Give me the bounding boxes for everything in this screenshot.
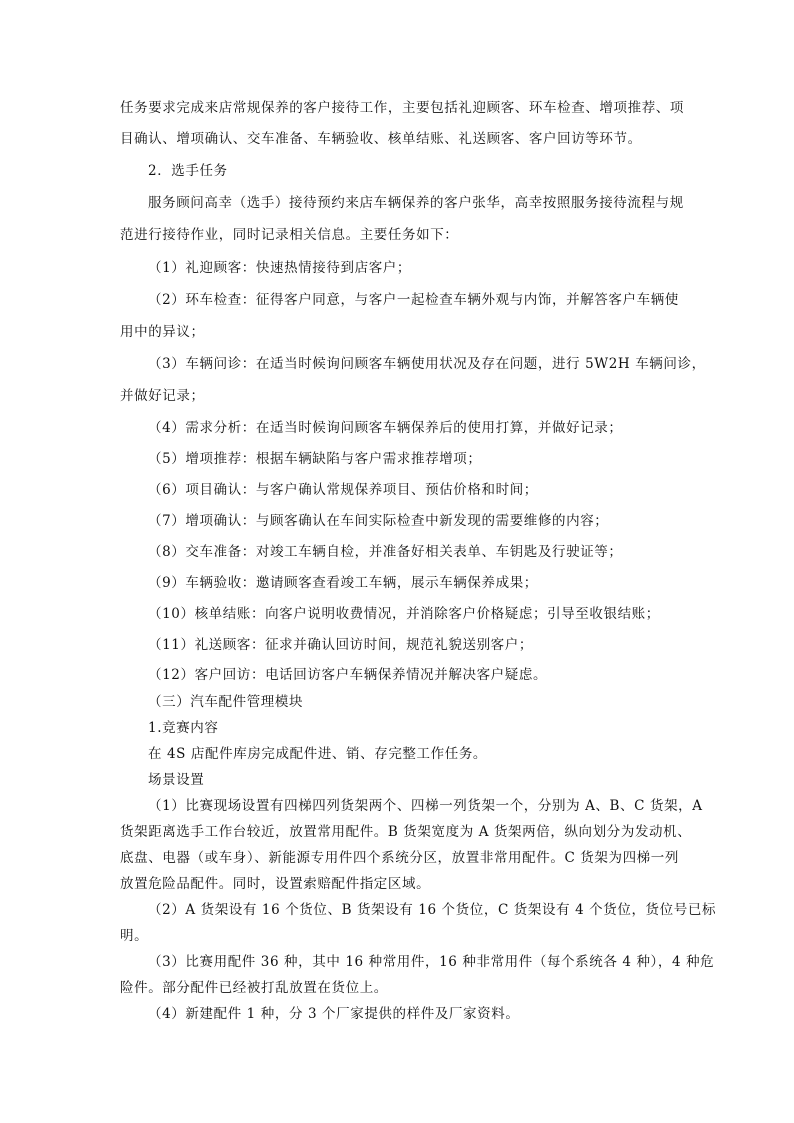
text-line: 范进行接待作业，同时记录相关信息。主要任务如下：: [120, 227, 459, 243]
list-item: （7）增项确认：与顾客确认在车间实际检查中新发现的需要维修的内容；: [148, 513, 609, 529]
text-line: 险件。部分配件已经被打乱放置在货位上。: [120, 980, 388, 996]
section-heading: 场景设置: [148, 772, 205, 788]
list-item: （8）交车准备：对竣工车辆自检，并准备好相关表单、车钥匙及行驶证等；: [148, 544, 623, 560]
text-line: 放置危险品配件。同时，设置索赔配件指定区域。: [120, 876, 431, 892]
list-item: （2）环车检查：征得客户同意，与客户一起检查车辆外观与内饰，并解答客户车辆使: [148, 292, 679, 308]
section-heading: （三）汽车配件管理模块: [148, 694, 304, 710]
text-line: 用中的异议；: [120, 324, 205, 340]
list-item: （6）项目确认：与客户确认常规保养项目、预估价格和时间；: [148, 482, 538, 498]
text-line: 底盘、电器（或车身）、新能源专用件四个系统分区，放置非常用配件。C 货架为四梯一列: [120, 850, 679, 866]
text-line: 目确认、增项确认、交车准备、车辆验收、核单结账、礼送顾客、客户回访等环节。: [120, 131, 642, 147]
text-line: （1）比赛现场设置有四梯四列货架两个、四梯一列货架一个，分别为 A、B、C 货架，A: [148, 798, 703, 814]
list-item: （3）车辆问诊：在适当时候询问顾客车辆使用状况及存在问题，进行 5W2H 车辆问诊，: [148, 356, 706, 372]
text-line: 在 4S 店配件库房完成配件进、销、存完整工作任务。: [148, 746, 488, 762]
text-line: 并做好记录；: [120, 388, 205, 404]
text-line: 任务要求完成来店常规保养的客户接待工作，主要包括礼迎顾客、环车检查、增项推荐、项: [120, 100, 684, 116]
section-heading: 1.竞赛内容: [148, 720, 219, 736]
list-item: （5）增项推荐：根据车辆缺陷与客户需求推荐增项；: [148, 451, 482, 467]
text-line: 明。: [120, 928, 149, 944]
text-line: （3）比赛用配件 36 种，其中 16 种常用件，16 种非常用件（每个系统各 4 种），4 种危: [148, 954, 715, 970]
list-item: （12）客户回访：电话回访客户车辆保养情况并解决客户疑虑。: [148, 667, 548, 683]
list-item: （4）需求分析：在适当时候询问顾客车辆保养后的使用打算，并做好记录；: [148, 420, 623, 436]
text-line: 货架距离选手工作台较近，放置常用配件。B 货架宽度为 A 货架两倍，纵向划分为发动机、: [120, 824, 692, 840]
list-item: （10）核单结账：向客户说明收费情况，并消除客户价格疑虑；引导至收银结账；: [148, 606, 660, 622]
list-item: （1）礼迎顾客：快速热情接待到店客户；: [148, 260, 411, 276]
text-line: （4）新建配件 1 种，分 3 个厂家提供的样件及厂家资料。: [148, 1006, 520, 1022]
text-line: （2）A 货架设有 16 个货位、B 货架设有 16 个货位，C 货架设有 4 个货位，货位号已标: [148, 902, 717, 918]
list-item: （9）车辆验收：邀请顾客查看竣工车辆，展示车辆保养成果；: [148, 575, 538, 591]
text-line: 服务顾问高幸（选手）接待预约来店车辆保养的客户张华，高幸按照服务接待流程与规: [148, 195, 684, 211]
section-heading: 2．选手任务: [148, 163, 228, 179]
list-item: （11）礼送顾客：征求并确认回访时间，规范礼貌送别客户；: [148, 637, 533, 653]
